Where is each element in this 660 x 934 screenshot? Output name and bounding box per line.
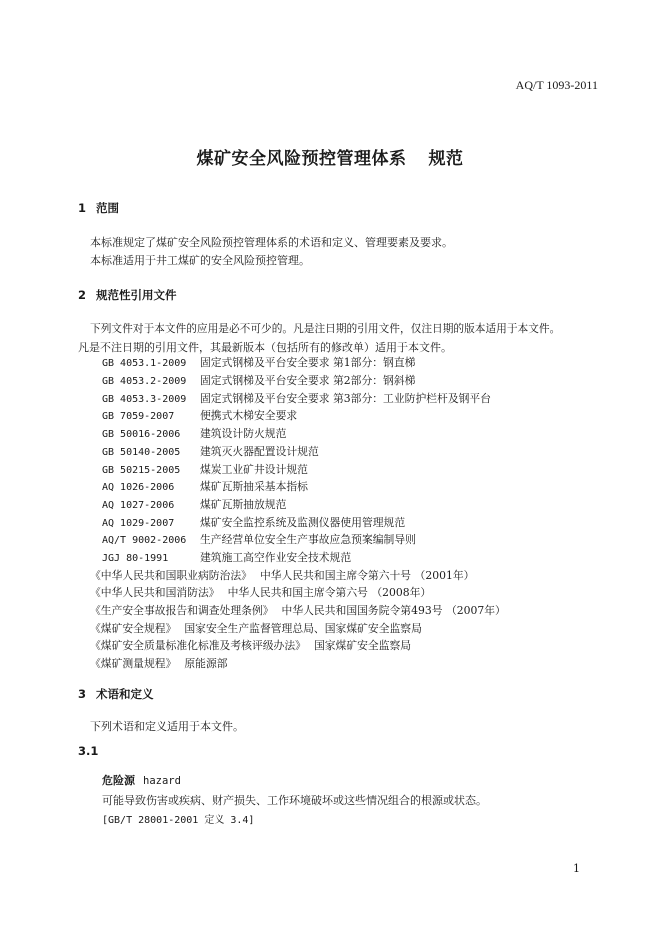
reference-item: AQ 1026-2006 煤矿瓦斯抽采基本指标 [102, 480, 308, 493]
reference-item: GB 4053.1-2009 固定式钢梯及平台安全要求 第1部分：钢直梯 [102, 356, 416, 369]
law-item: 《煤矿测量规程》 原能源部 [90, 657, 228, 670]
section-1-paragraph: 本标准适用于井工煤矿的安全风险预控管理。 [90, 254, 310, 267]
page-number: 1 [573, 862, 580, 875]
section-1-paragraph: 本标准规定了煤矿安全风险预控管理体系的术语和定义、管理要素及要求。 [90, 236, 453, 249]
clause-number: 3.1 [78, 744, 99, 758]
section-3-intro: 下列术语和定义适用于本文件。 [90, 720, 244, 733]
reference-item: GB 50140-2005 建筑灭火器配置设计规范 [102, 445, 319, 458]
reference-item: JGJ 80-1991 建筑施工高空作业安全技术规范 [102, 551, 352, 564]
title-suffix: 规范 [428, 149, 464, 169]
term-definition: 可能导致伤害或疾病、财产损失、工作环境破坏或这些情况组合的根源或状态。 [102, 794, 487, 807]
law-item: 《煤矿安全质量标准化标准及考核评级办法》 国家煤矿安全监察局 [90, 639, 412, 652]
term-chinese: 危险源 [102, 774, 135, 787]
section-2-heading: 2 规范性引用文件 [78, 288, 177, 302]
reference-item: GB 4053.3-2009 固定式钢梯及平台安全要求 第3部分：工业防护栏杆及钢平台 [102, 392, 492, 405]
reference-item: GB 4053.2-2009 固定式钢梯及平台安全要求 第2部分：钢斜梯 [102, 374, 416, 387]
document-code: AQ/T 1093-2011 [515, 78, 598, 92]
title-main: 煤矿安全风险预控管理体系 [196, 149, 407, 169]
term-entry [102, 772, 181, 788]
reference-item: GB 50215-2005 煤炭工业矿井设计规范 [102, 463, 308, 476]
section-2-intro: 凡是不注日期的引用文件，其最新版本（包括所有的修改单）适用于本文件。 [78, 341, 452, 354]
term-source: [GB/T 28001-2001 定义 3.4] [102, 815, 255, 826]
reference-item: AQ/T 9002-2006 生产经营单位安全生产事故应急预案编制导则 [102, 533, 416, 546]
law-item: 《中华人民共和国消防法》 中华人民共和国主席令第六号 （2008年） [90, 586, 432, 599]
term-english: hazard [143, 775, 181, 787]
reference-item: GB 7059-2007 便携式木梯安全要求 [102, 409, 298, 422]
law-item: 《煤矿安全规程》 国家安全生产监督管理总局、国家煤矿安全监察局 [90, 622, 422, 635]
law-item: 《生产安全事故报告和调查处理条例》 中华人民共和国国务院令第493号 （2007年） [90, 604, 506, 617]
reference-item: AQ 1029-2007 煤矿安全监控系统及监测仪器使用管理规范 [102, 516, 406, 529]
section-2-intro: 下列文件对于本文件的应用是必不可少的。凡是注日期的引用文件，仅注日期的版本适用于本文件。 [90, 322, 561, 335]
section-3-heading: 3 术语和定义 [78, 687, 154, 701]
law-item: 《中华人民共和国职业病防治法》 中华人民共和国主席令第六十号 （2001年） [90, 569, 475, 582]
reference-item: AQ 1027-2006 煤矿瓦斯抽放规范 [102, 498, 287, 511]
section-1-heading: 1 范围 [78, 201, 119, 215]
page-title [0, 144, 660, 169]
reference-item: GB 50016-2006 建筑设计防火规范 [102, 427, 287, 440]
